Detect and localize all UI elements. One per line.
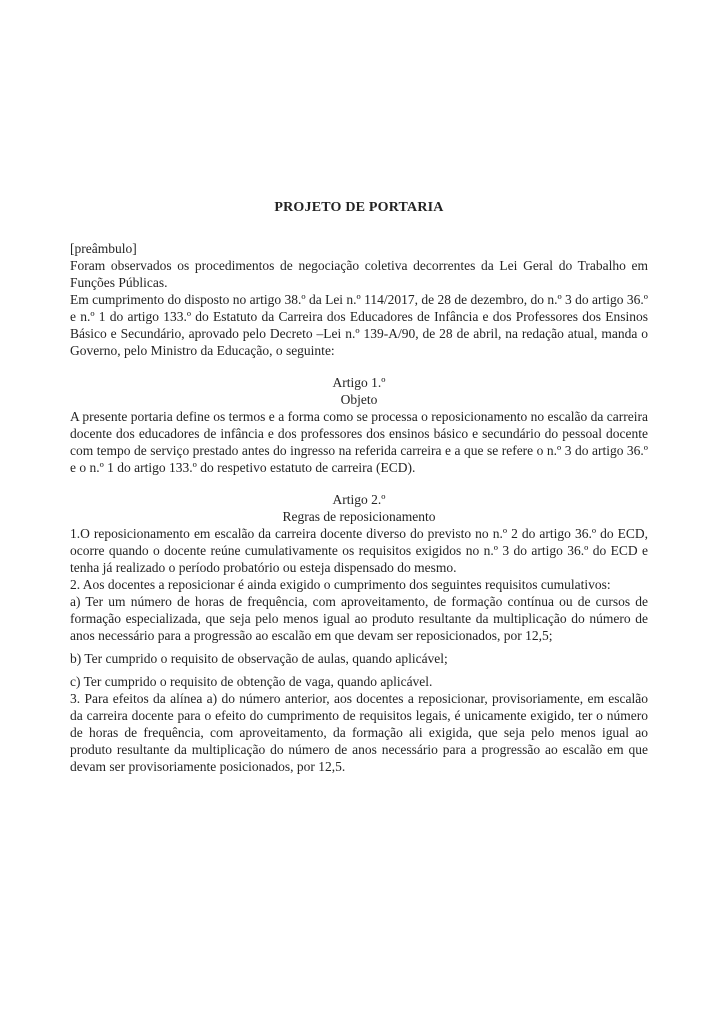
article-2-paragraph-2: 2. Aos docentes a reposicionar é ainda exigido o cumprimento dos seguintes requisitos cumulativos: xyxy=(70,577,611,592)
article-1-heading: Artigo 1.º xyxy=(332,375,386,390)
article-2-subheading: Regras de reposicionamento xyxy=(282,509,436,524)
article-1 xyxy=(70,374,648,476)
preamble-paragraph-2: Em cumprimento do disposto no artigo 38.º da Lei n.º 114/2017, de 28 de dezembro, do n.º 3 do artigo 36.º e n.º 1 do artigo 133.º do Estatuto da Carreira dos Educadores de Infância e dos Professores dos Ensinos Básico e Secundário, aprovado pelo Decreto –Lei n.º 139-A/90, de 28 de abril, na redação atual, manda o Governo, pelo Ministro da Educação, o seguinte: xyxy=(70,292,648,358)
article-2-paragraph-6: 3. Para efeitos da alínea a) do número anterior, aos docentes a reposicionar, provisoriamente, em escalão da carreira docente para o efeito do cumprimento de requisitos legais, é unicamente exigido, ter o número de horas de frequência, com aproveitamento, da formação ali exigida, que seja pelo menos igual ao produto resultante da multiplicação do número de anos necessário para a progressão ao escalão em que devam ser provisoriamente posicionados, por 12,5. xyxy=(70,691,648,774)
article-2-paragraph-1: 1.O reposicionamento em escalão da carreira docente diverso do previsto no n.º 2 do artigo 36.º do ECD, ocorre quando o docente reúne cumulativamente os requisitos exigidos no n.º 3 do artigo 36.º do ECD e tenha já realizado o período probatório ou esteja dispensado do mesmo. xyxy=(70,526,648,575)
article-2-paragraph-5-alinea-c: c) Ter cumprido o requisito de obtenção de vaga, quando aplicável. xyxy=(70,674,433,689)
document-content xyxy=(70,199,648,775)
article-2-paragraph-3-alinea-a: a) Ter um número de horas de frequência, com aproveitamento, de formação contínua ou de cursos de formação especializada, que seja pelo menos igual ao produto resultante da multiplicação do número de anos necessário para a progressão ao escalão em que devam ser reposicionados, por 12,5; xyxy=(70,594,648,643)
article-2-heading: Artigo 2.º xyxy=(332,492,386,507)
article-2 xyxy=(70,491,648,775)
article-2-paragraph-4-alinea-b: b) Ter cumprido o requisito de observação de aulas, quando aplicável; xyxy=(70,651,448,666)
preamble-label: [preâmbulo] xyxy=(70,241,137,256)
article-1-subheading: Objeto xyxy=(340,392,378,407)
document-title: PROJETO DE PORTARIA xyxy=(274,200,444,215)
article-1-paragraph-1: A presente portaria define os termos e a forma como se processa o reposicionamento no escalão da carreira docente dos educadores de infância e dos professores dos ensinos básico e secundário do pessoal docente com tempo de serviço prestado antes do ingresso na referida carreira e a que se refere o n.º 3 do artigo 36.º e o n.º 1 do artigo 133.º do respetivo estatuto de carreira (ECD). xyxy=(70,409,648,475)
preamble-paragraph-1: Foram observados os procedimentos de negociação coletiva decorrentes da Lei Geral do Trabalho em Funções Públicas. xyxy=(70,258,648,290)
